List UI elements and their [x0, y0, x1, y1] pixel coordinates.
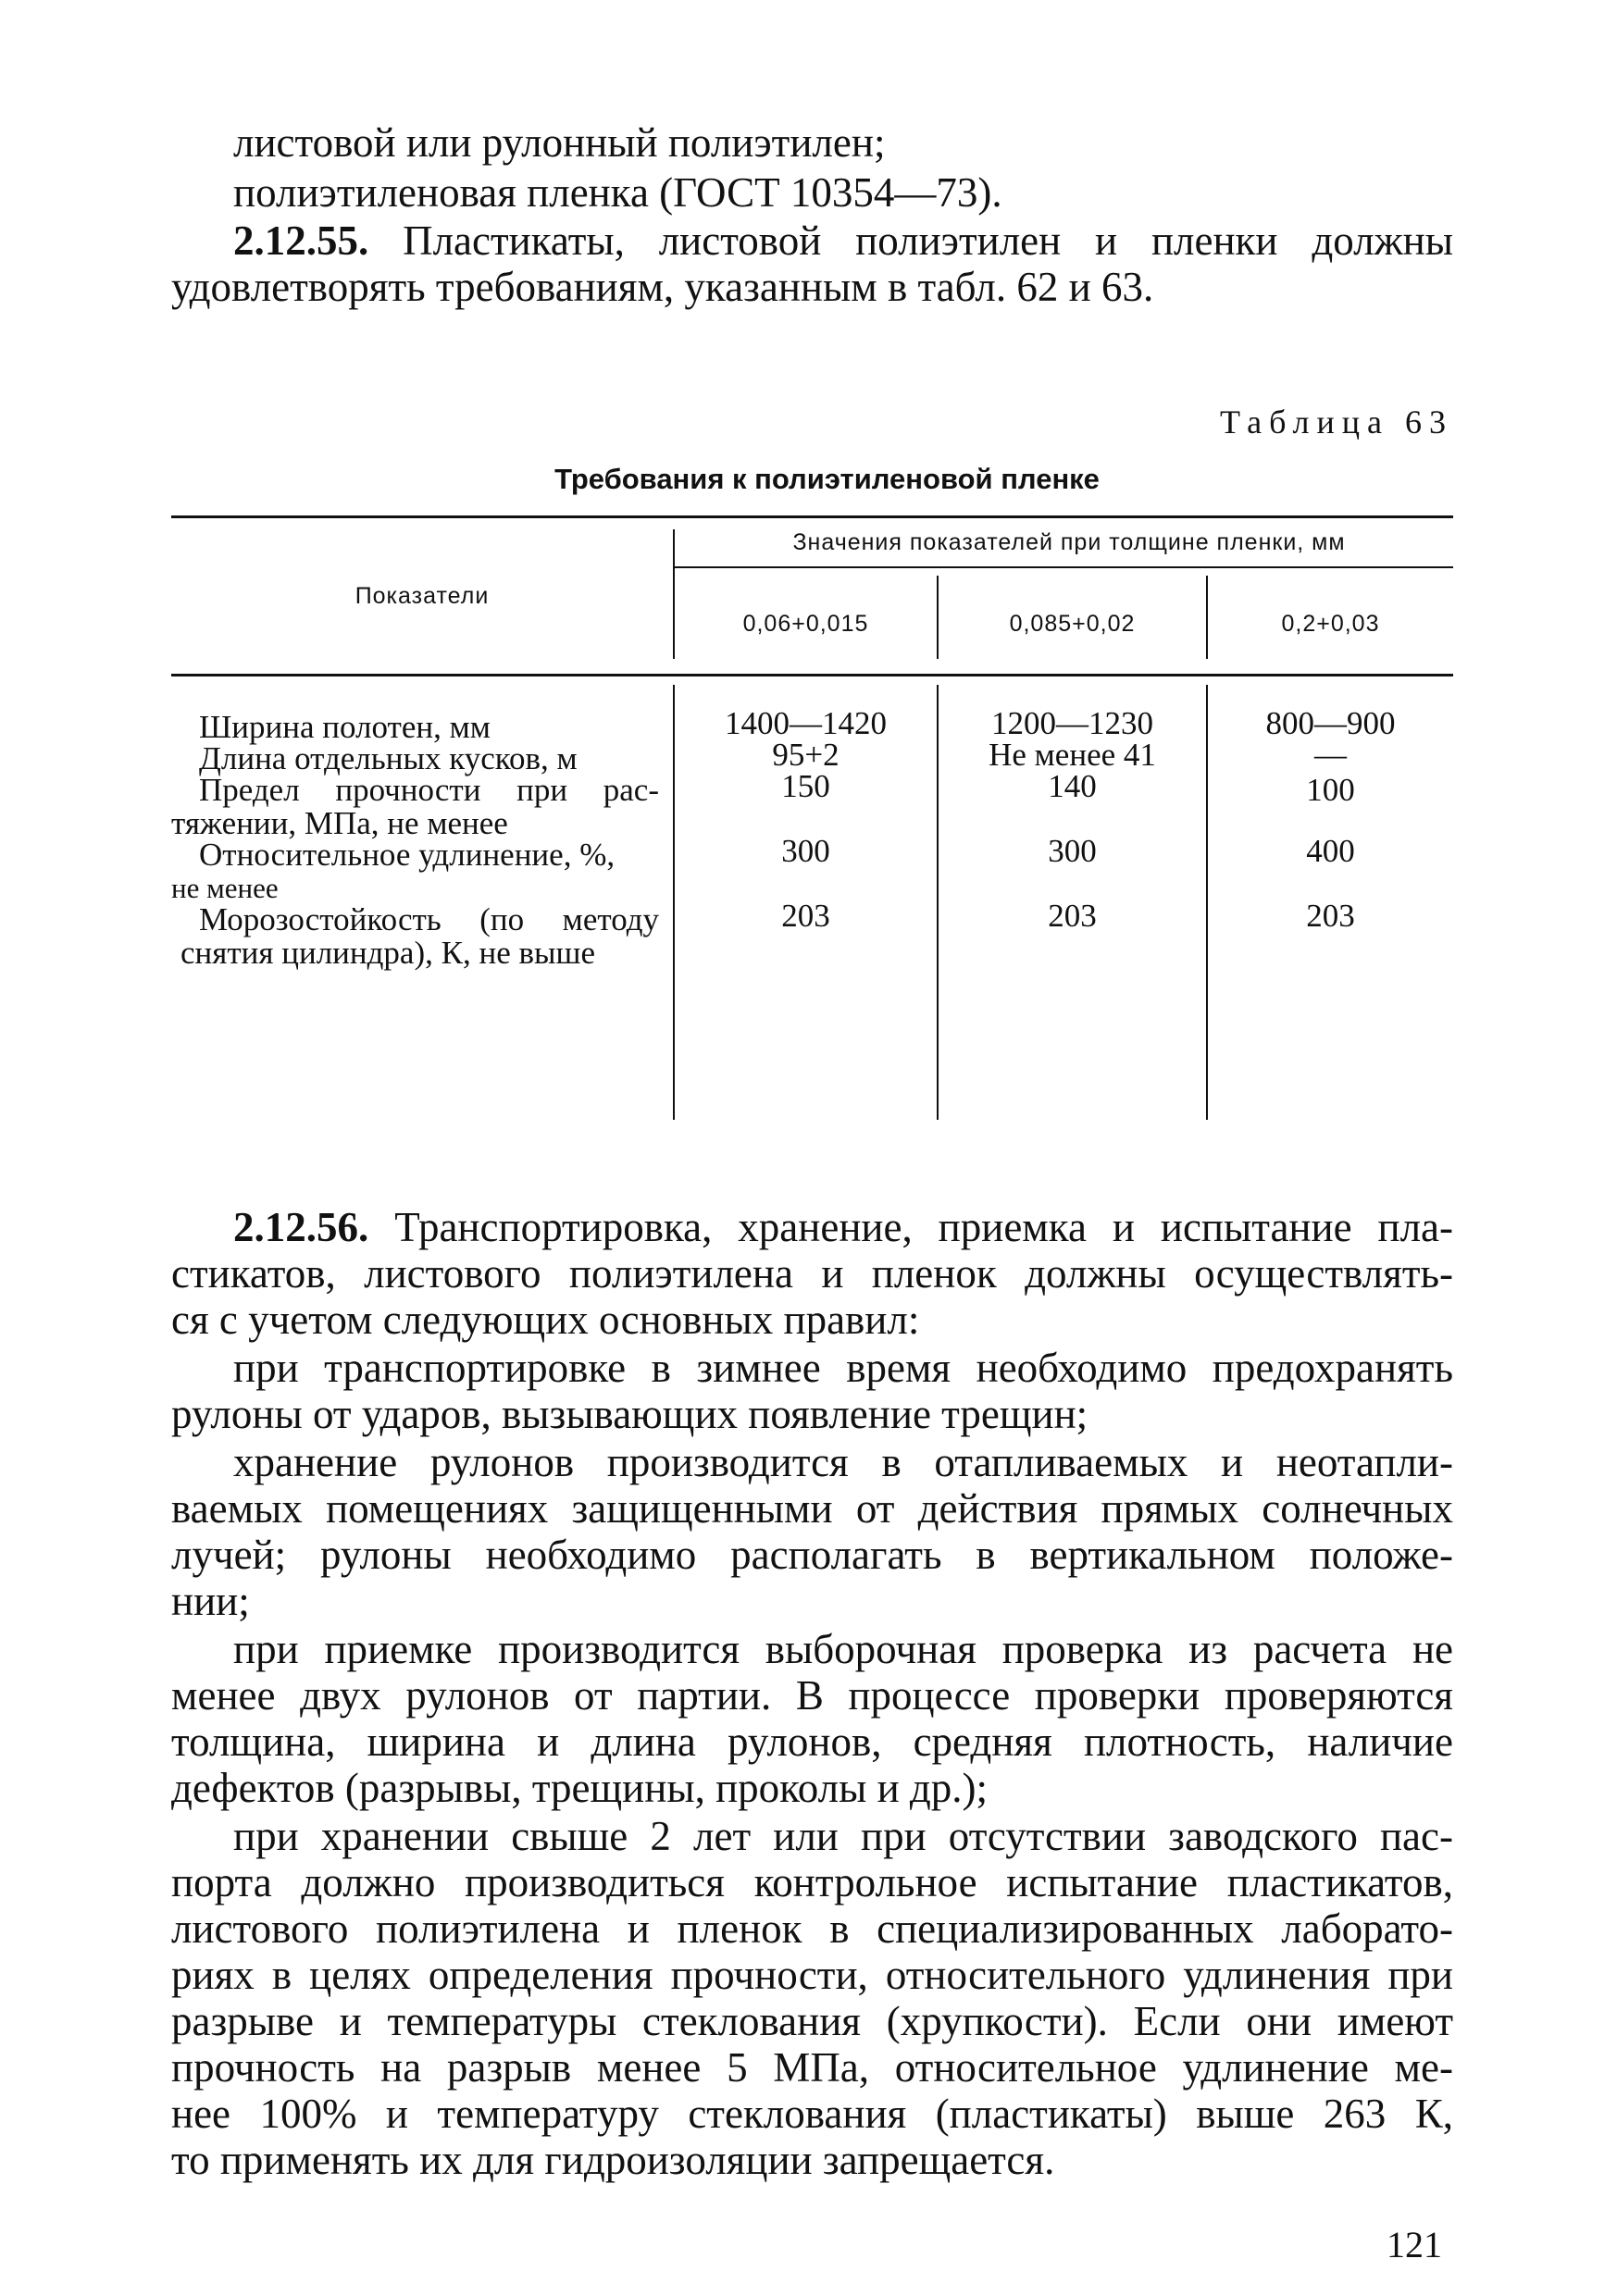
table-subheader-rule: [674, 566, 1453, 568]
transport-line-2: рулоны от ударов, вызывающих появление трещин;: [171, 1391, 1088, 1437]
table-row-label: Относительное удлинение, %,: [199, 837, 616, 873]
table-cell: 300: [781, 833, 830, 869]
paragraph-2-12-55-line-1: [233, 217, 1453, 265]
intro-line-2: полиэтиленовая пленка (ГОСТ 10354—73).: [233, 169, 1002, 216]
acceptance-line-3: толщина, ширина и длина рулонов, средняя плотность, наличие: [171, 1719, 1453, 1765]
paragraph-number: 2.12.55.: [233, 217, 369, 264]
table-row-label: не менее: [171, 872, 279, 904]
table-divider-header-1: [673, 529, 675, 659]
table-cell: 203: [1048, 898, 1097, 934]
storage-line-1: хранение рулонов производится в отапливаемых и неотапли-: [233, 1439, 1453, 1485]
table-cell: Не менее 41: [989, 737, 1156, 773]
table-cell: 203: [781, 898, 830, 934]
paragraph-2-12-56-line-3: ся с учетом следующих основных правил:: [171, 1297, 920, 1343]
storage-line-4: нии;: [171, 1578, 250, 1624]
table-row-label: Ширина полотен, мм: [199, 709, 491, 745]
table-header-indicator: Показатели: [354, 583, 490, 609]
table-cell: 150: [781, 768, 830, 804]
table-cell: 100: [1306, 772, 1355, 808]
table-label: Таблица 63: [1220, 403, 1453, 441]
table-cell: 800—900: [1265, 705, 1396, 741]
paragraph-text: Транспортировка, хранение, приемка и испытание пла-: [394, 1204, 1453, 1250]
storage-line-3: лучей; рулоны необходимо располагать в вертикальном положе-: [171, 1532, 1453, 1578]
acceptance-line-4: дефектов (разрывы, трещины, проколы и др.);: [171, 1765, 989, 1811]
paragraph-number: 2.12.56.: [233, 1204, 369, 1250]
long-storage-line-6: прочность на разрыв менее 5 МПа, относительное удлинение ме-: [171, 2044, 1453, 2091]
table-row-label: снятия цилиндра), К, не выше: [180, 935, 596, 971]
table-cell: 140: [1048, 768, 1097, 804]
long-storage-line-8: то применять их для гидроизоляции запрещается.: [171, 2137, 1055, 2183]
table-cell: 1400—1420: [725, 705, 887, 741]
table-header-values: Значения показателей при толщине пленки, мм: [792, 529, 1346, 555]
table-column-header-2: 0,085+0,02: [1009, 611, 1136, 637]
table-title: Требования к полиэтиленовой пленке: [554, 463, 1100, 495]
paragraph-2-12-56-line-2: стикатов, листового полиэтилена и пленок должны осуществлять-: [171, 1250, 1453, 1297]
long-storage-line-2: порта должно производиться контрольное испытание пластикатов,: [171, 1859, 1453, 1905]
table-cell: 300: [1048, 833, 1097, 869]
table-cell: 95+2: [772, 737, 840, 773]
long-storage-line-1: при хранении свыше 2 лет или при отсутствии заводского пас-: [233, 1813, 1453, 1859]
acceptance-line-2: менее двух рулонов от партии. В процессе проверки проверяются: [171, 1672, 1453, 1719]
long-storage-line-4: риях в целях определения прочности, относительного удлинения при: [171, 1952, 1453, 1998]
table-cell: 400: [1306, 833, 1355, 869]
table-cell: —: [1314, 737, 1347, 773]
table-row-label: Предел прочности при рас-: [199, 772, 659, 808]
table-top-rule: [171, 515, 1453, 518]
paragraph-2-12-55-line-2: удовлетворять требованиям, указанным в табл. 62 и 63.: [171, 264, 1154, 310]
table-row-label: Длина отдельных кусков, м: [199, 740, 578, 776]
long-storage-line-5: разрыве и температуры стеклования (хрупкости). Если они имеют: [171, 1998, 1453, 2044]
table-row-label: тяжении, МПа, не менее: [171, 805, 508, 841]
table-column-header-1: 0,06+0,015: [742, 611, 869, 637]
long-storage-line-7: нее 100% и температуру стеклования (пластикаты) выше 263 К,: [171, 2091, 1453, 2137]
table-cell: 203: [1306, 898, 1355, 934]
table-header-rule: [171, 674, 1453, 676]
paragraph-text: Пластикаты, листовой полиэтилен и пленки должны: [403, 217, 1453, 264]
long-storage-line-3: листового полиэтилена и пленок в специализированных лаборато-: [171, 1905, 1453, 1952]
table-cell: 1200—1230: [991, 705, 1153, 741]
acceptance-line-1: при приемке производится выборочная проверка из расчета не: [233, 1626, 1453, 1672]
intro-line-1: листовой или рулонный полиэтилен;: [233, 119, 886, 166]
transport-line-1: при транспортировке в зимнее время необходимо предохранять: [233, 1345, 1453, 1391]
table-row-label: Морозостойкость (по методу: [199, 901, 659, 937]
storage-line-2: ваемых помещениях защищенными от действия прямых солнечных: [171, 1485, 1453, 1532]
table-column-header-3: 0,2+0,03: [1281, 611, 1380, 637]
page-number: 121: [1387, 2224, 1442, 2265]
paragraph-2-12-56-line-1: [233, 1203, 1453, 1251]
